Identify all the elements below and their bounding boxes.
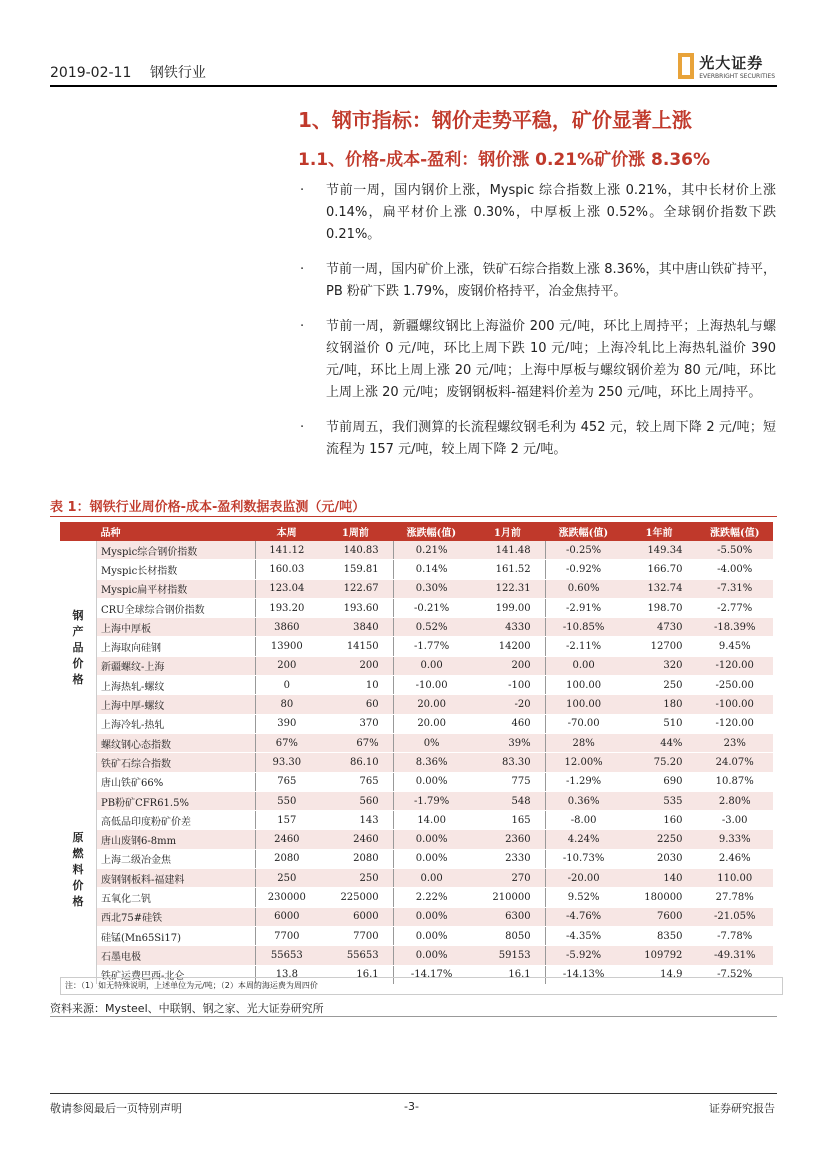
column-header: 1年前	[622, 522, 697, 541]
table-cell: 193.60	[318, 598, 393, 617]
group-label: 原 燃 料 价 格	[60, 753, 97, 985]
table-row	[60, 926, 773, 945]
table-row	[60, 811, 773, 830]
table-cell: -4.00%	[696, 560, 773, 579]
table-cell: 535	[622, 791, 697, 810]
table-row	[60, 560, 773, 579]
row-label: 铁矿石综合指数	[97, 753, 256, 772]
table-cell: 100.00	[545, 676, 622, 695]
table-cell: 55653	[256, 946, 318, 965]
table-cell: 0.00%	[393, 946, 470, 965]
table-cell: 0.00%	[393, 926, 470, 945]
table-cell: -5.50%	[696, 541, 773, 560]
subsection-title: 1.1、价格-成本-盈利：钢价涨 0.21%矿价涨 8.36%	[298, 150, 711, 170]
table-cell: 2.46%	[696, 849, 773, 868]
table-row	[60, 637, 773, 656]
table-cell: 14.9	[622, 965, 697, 984]
bullet-item: · 节前周五，我们测算的长流程螺纹钢毛利为 452 元，较上周下降 2 元/吨；短流程为 157 元/吨，较上周下降 2 元/吨。	[300, 417, 776, 461]
row-label: 废钢钢板料-福建料	[97, 869, 256, 888]
table-cell: 86.10	[318, 753, 393, 772]
column-header: 涨跌幅(值)	[696, 522, 773, 541]
table-cell: 765	[318, 772, 393, 791]
table-cell: -1.77%	[393, 637, 470, 656]
bullet-list	[300, 180, 776, 474]
bullet-item: · 节前一周，国内矿价上涨，铁矿石综合指数上涨 8.36%，其中唐山铁矿持平，PB 粉矿下跌 1.79%，废钢价格持平，冶金焦持平。	[300, 259, 776, 303]
table-cell: 10.87%	[696, 772, 773, 791]
row-label: 唐山铁矿66%	[97, 772, 256, 791]
table-cell: 200	[256, 656, 318, 675]
table-cell: 2030	[622, 849, 697, 868]
table-cell: 6000	[256, 907, 318, 926]
table-cell: 193.20	[256, 598, 318, 617]
table-cell: 230000	[256, 888, 318, 907]
table-cell: 0.00%	[393, 907, 470, 926]
table-cell: 2080	[318, 849, 393, 868]
table-cell: 510	[622, 714, 697, 733]
table-cell: 14200	[470, 637, 545, 656]
table-cell: 12700	[622, 637, 697, 656]
caption-rule	[50, 516, 777, 517]
table-cell: 60	[318, 695, 393, 714]
page-header	[50, 62, 220, 82]
table-cell: 160	[622, 811, 697, 830]
table-cell: -7.52%	[696, 965, 773, 984]
table-cell: 0.00	[545, 656, 622, 675]
report-date: 2019-02-11	[50, 65, 132, 81]
table-cell: 225000	[318, 888, 393, 907]
table-cell: -7.31%	[696, 579, 773, 598]
table-cell: 13.8	[256, 965, 318, 984]
source-text: 资料来源：Mysteel、中联钢、钢之家、光大证券研究所	[50, 1002, 324, 1015]
table-cell: -8.00	[545, 811, 622, 830]
table-cell: -21.05%	[696, 907, 773, 926]
row-label: Myspic扁平材指数	[97, 579, 256, 598]
table-cell: -10.00	[393, 676, 470, 695]
table-row	[60, 849, 773, 868]
table-cell: 141.12	[256, 541, 318, 560]
table-cell: 0.21%	[393, 541, 470, 560]
table-cell: -1.79%	[393, 791, 470, 810]
table-cell: 198.70	[622, 598, 697, 617]
table-cell: 550	[256, 791, 318, 810]
table-cell: 7700	[256, 926, 318, 945]
table-cell: 44%	[622, 733, 697, 752]
table-header-row	[60, 522, 773, 541]
table-cell: 2080	[256, 849, 318, 868]
table-cell: 0	[256, 676, 318, 695]
table-row	[60, 714, 773, 733]
table-cell: 14150	[318, 637, 393, 656]
table-cell: 14.00	[393, 811, 470, 830]
group-label: 钢 产 品 价 格	[60, 541, 97, 753]
table-cell: 2250	[622, 830, 697, 849]
table-cell: -2.77%	[696, 598, 773, 617]
row-label: 高低品印度粉矿价差	[97, 811, 256, 830]
row-label: 上海二级冶金焦	[97, 849, 256, 868]
logo-subtext: EVERBRIGHT SECURITIES	[699, 73, 775, 80]
table-cell: 180	[622, 695, 697, 714]
table-cell: 548	[470, 791, 545, 810]
table-cell: 4330	[470, 618, 545, 637]
row-label: 唐山废钢6-8mm	[97, 830, 256, 849]
table-cell: 3840	[318, 618, 393, 637]
table-cell: 59153	[470, 946, 545, 965]
table-cell: 270	[470, 869, 545, 888]
table-cell: -20.00	[545, 869, 622, 888]
table-cell: 690	[622, 772, 697, 791]
table-cell: 166.70	[622, 560, 697, 579]
table-cell: 67%	[256, 733, 318, 752]
table-cell: 141.48	[470, 541, 545, 560]
table-cell: 8350	[622, 926, 697, 945]
row-label: 硅锰(Mn65Si17)	[97, 926, 256, 945]
table-cell: 199.00	[470, 598, 545, 617]
table-row	[60, 791, 773, 810]
table-cell: 20.00	[393, 714, 470, 733]
table-cell: 165	[470, 811, 545, 830]
row-label: CRU全球综合钢价指数	[97, 598, 256, 617]
header-rule	[50, 85, 777, 87]
column-header: 涨跌幅(值)	[545, 522, 622, 541]
logo-icon	[678, 53, 694, 79]
row-label: 上海热轧-螺纹	[97, 676, 256, 695]
table-cell: 2360	[470, 830, 545, 849]
table-cell: -0.92%	[545, 560, 622, 579]
table-cell: 0.30%	[393, 579, 470, 598]
table-row	[60, 946, 773, 965]
table-cell: 161.52	[470, 560, 545, 579]
table-cell: -18.39%	[696, 618, 773, 637]
row-label: PB粉矿CFR61.5%	[97, 791, 256, 810]
table-cell: -2.91%	[545, 598, 622, 617]
table-cell: 100.00	[545, 695, 622, 714]
table-cell: 132.74	[622, 579, 697, 598]
table-cell: 122.67	[318, 579, 393, 598]
table-cell: 2460	[318, 830, 393, 849]
table-row	[60, 598, 773, 617]
table-cell: 23%	[696, 733, 773, 752]
table-note: 注：（1）如无特殊说明，上述单位为元/吨；（2）本周的海运费为周四价	[60, 977, 783, 995]
table-cell: 122.31	[470, 579, 545, 598]
table-cell: 0.00%	[393, 849, 470, 868]
table-cell: 0%	[393, 733, 470, 752]
table-row	[60, 772, 773, 791]
row-label: 上海中厚板	[97, 618, 256, 637]
table-cell: 83.30	[470, 753, 545, 772]
table-cell: 160.03	[256, 560, 318, 579]
table-cell: 143	[318, 811, 393, 830]
industry-label: 钢铁行业	[149, 65, 206, 81]
table-cell: 109792	[622, 946, 697, 965]
table-cell: 13900	[256, 637, 318, 656]
row-label: 铁矿运费巴西-北仑	[97, 965, 256, 984]
table-row	[60, 753, 773, 772]
table-row	[60, 888, 773, 907]
company-logo	[678, 52, 775, 80]
section-title: 1、钢市指标：钢价走势平稳，矿价显著上涨	[298, 108, 692, 132]
table-row	[60, 618, 773, 637]
table-cell: 320	[622, 656, 697, 675]
column-header: 1月前	[470, 522, 545, 541]
table-cell: 765	[256, 772, 318, 791]
table-cell: 200	[470, 656, 545, 675]
table-cell: 3860	[256, 618, 318, 637]
footer-rule	[50, 1093, 777, 1094]
table-cell: 250	[318, 869, 393, 888]
row-label: 石墨电极	[97, 946, 256, 965]
table-cell: -0.21%	[393, 598, 470, 617]
row-label: 上海中厚-螺纹	[97, 695, 256, 714]
table-cell: -250.00	[696, 676, 773, 695]
table-cell: 157	[256, 811, 318, 830]
table-cell: -120.00	[696, 714, 773, 733]
table-cell: -7.78%	[696, 926, 773, 945]
bullet-item: · 节前一周，新疆螺纹钢比上海溢价 200 元/吨，环比上周持平；上海热轧与螺纹钢溢价 0 元/吨，环比上周下跌 10 元/吨；上海冷轧比上海热轧溢价 390 元/吨，环比上周上涨 20 元/吨；上海中厚板与螺纹钢价差为 80 元/吨，环比上周上涨 20 元/吨；废钢钢板料-福建料价差为 250 元/吨，环比上周持平。	[300, 316, 776, 404]
table-cell: 9.45%	[696, 637, 773, 656]
table-row	[60, 541, 773, 560]
table-cell: 6300	[470, 907, 545, 926]
logo-text: 光大证券	[699, 54, 764, 72]
table-cell: -5.92%	[545, 946, 622, 965]
row-label: 上海取向硅钢	[97, 637, 256, 656]
table-cell: 0.00	[393, 656, 470, 675]
table-cell: -2.11%	[545, 637, 622, 656]
table-cell: 2.22%	[393, 888, 470, 907]
table-cell: 200	[318, 656, 393, 675]
table-cell: 370	[318, 714, 393, 733]
table-cell: -4.76%	[545, 907, 622, 926]
footer-report-type: 证券研究报告	[709, 1102, 775, 1115]
table-cell: 2460	[256, 830, 318, 849]
bullet-item: · 节前一周，国内钢价上涨，Myspic 综合指数上涨 0.21%，其中长材价上涨 0.14%，扁平材价上涨 0.30%，中厚板上涨 0.52%。全球钢价指数下跌 0.21%。	[300, 180, 776, 246]
column-header: 本周	[256, 522, 318, 541]
table-cell: 123.04	[256, 579, 318, 598]
table-cell: 775	[470, 772, 545, 791]
table-row	[60, 676, 773, 695]
table-cell: 20.00	[393, 695, 470, 714]
column-header: 品种	[97, 522, 256, 541]
table-cell: -20	[470, 695, 545, 714]
footer-disclaimer: 敬请参阅最后一页特别声明	[50, 1102, 182, 1115]
table-cell: 159.81	[318, 560, 393, 579]
row-label: 新疆螺纹-上海	[97, 656, 256, 675]
table-cell: 4730	[622, 618, 697, 637]
table-cell: 149.34	[622, 541, 697, 560]
table-cell: 0.52%	[393, 618, 470, 637]
row-label: Myspic综合钢价指数	[97, 541, 256, 560]
table-cell: 250	[256, 869, 318, 888]
table-cell: 2.80%	[696, 791, 773, 810]
table-cell: 67%	[318, 733, 393, 752]
table-cell: 39%	[470, 733, 545, 752]
table-cell: -1.29%	[545, 772, 622, 791]
table-cell: 16.1	[470, 965, 545, 984]
table-cell: 210000	[470, 888, 545, 907]
table-cell: -3.00	[696, 811, 773, 830]
table-cell: -49.31%	[696, 946, 773, 965]
table-cell: -10.73%	[545, 849, 622, 868]
table-row	[60, 656, 773, 675]
row-label: Myspic长材指数	[97, 560, 256, 579]
table-cell: 250	[622, 676, 697, 695]
row-label: 五氧化二钒	[97, 888, 256, 907]
table-cell: 390	[256, 714, 318, 733]
table-cell: 2330	[470, 849, 545, 868]
table-cell: 80	[256, 695, 318, 714]
price-table	[60, 522, 773, 985]
row-label: 西北75#硅铁	[97, 907, 256, 926]
source-rule	[50, 1016, 777, 1017]
table-cell: -0.25%	[545, 541, 622, 560]
table-cell: -14.13%	[545, 965, 622, 984]
table-cell: 75.20	[622, 753, 697, 772]
table-row	[60, 579, 773, 598]
table-cell: 9.33%	[696, 830, 773, 849]
table-row	[60, 695, 773, 714]
table-row	[60, 869, 773, 888]
table-cell: 0.00%	[393, 772, 470, 791]
table-row	[60, 907, 773, 926]
table-cell: 140.83	[318, 541, 393, 560]
table-cell: -100	[470, 676, 545, 695]
table-cell: 7700	[318, 926, 393, 945]
table-cell: 0.14%	[393, 560, 470, 579]
table-cell: 0.60%	[545, 579, 622, 598]
header-corner	[60, 522, 97, 541]
table-cell: 6000	[318, 907, 393, 926]
table-cell: 0.00	[393, 869, 470, 888]
row-label: 上海冷轧-热轧	[97, 714, 256, 733]
table-cell: 9.52%	[545, 888, 622, 907]
table-cell: 140	[622, 869, 697, 888]
table-cell: 0.36%	[545, 791, 622, 810]
row-label: 螺纹钢心态指数	[97, 733, 256, 752]
table-cell: 28%	[545, 733, 622, 752]
table-cell: 12.00%	[545, 753, 622, 772]
table-cell: 180000	[622, 888, 697, 907]
table-row	[60, 733, 773, 752]
column-header: 涨跌幅(值)	[393, 522, 470, 541]
table-row	[60, 830, 773, 849]
table-cell: 4.24%	[545, 830, 622, 849]
table-cell: 460	[470, 714, 545, 733]
table-cell: -100.00	[696, 695, 773, 714]
table-cell: 55653	[318, 946, 393, 965]
table-cell: -4.35%	[545, 926, 622, 945]
table-cell: -14.17%	[393, 965, 470, 984]
table-cell: 27.78%	[696, 888, 773, 907]
column-header: 1周前	[318, 522, 393, 541]
table-cell: 10	[318, 676, 393, 695]
table-cell: 7600	[622, 907, 697, 926]
table-cell: 560	[318, 791, 393, 810]
table-caption: 表 1：钢铁行业周价格-成本-盈利数据表监测（元/吨）	[50, 500, 366, 515]
table-cell: 16.1	[318, 965, 393, 984]
table-cell: 0.00%	[393, 830, 470, 849]
table-cell: 8.36%	[393, 753, 470, 772]
table-cell: 110.00	[696, 869, 773, 888]
table-cell: -120.00	[696, 656, 773, 675]
table-cell: 8050	[470, 926, 545, 945]
table-cell: -70.00	[545, 714, 622, 733]
table-cell: 93.30	[256, 753, 318, 772]
table-cell: 24.07%	[696, 753, 773, 772]
page-number: -3-	[404, 1100, 419, 1113]
table-cell: -10.85%	[545, 618, 622, 637]
